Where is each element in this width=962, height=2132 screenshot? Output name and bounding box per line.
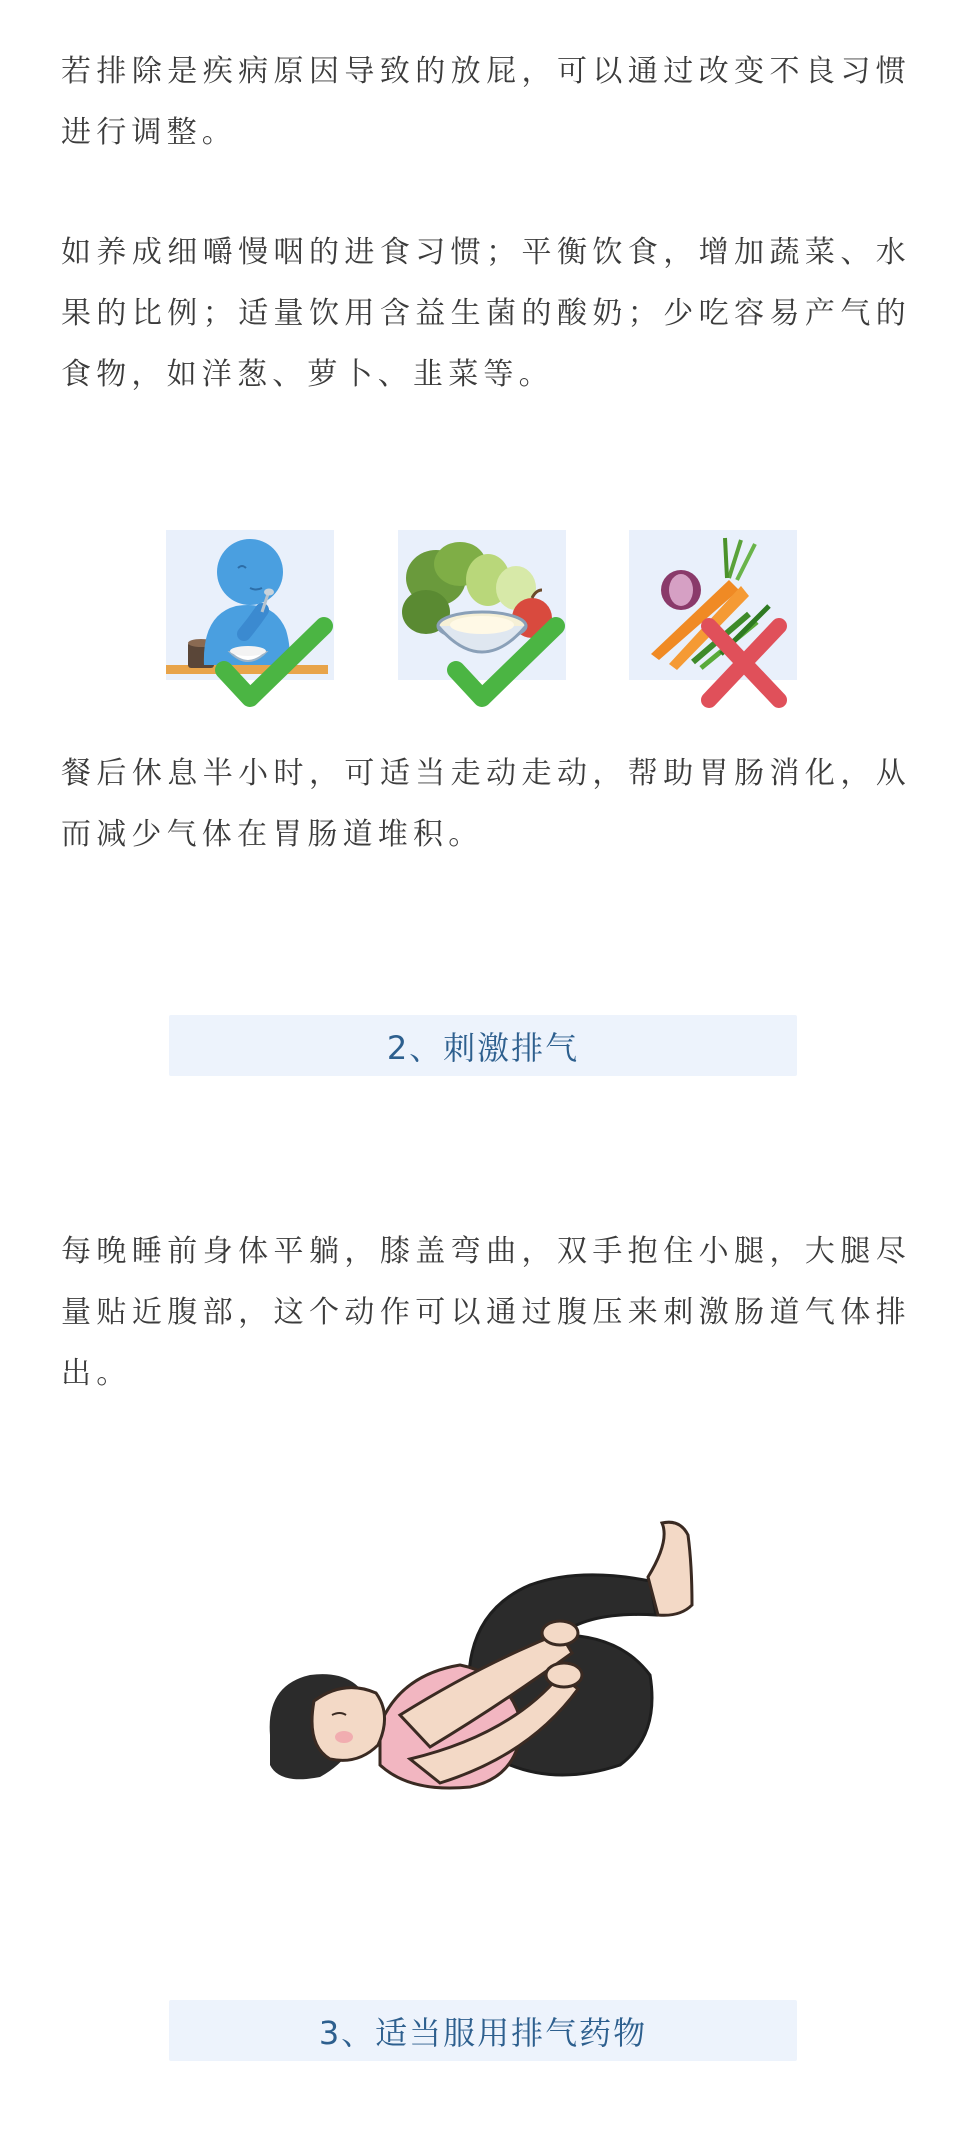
- paragraph-diet-advice: 如养成细嚼慢咽的进食习惯；平衡饮食，增加蔬菜、水果的比例；适量饮用含益生菌的酸奶；少吃容易产气的食物，如洋葱、萝卜、韭菜等。: [61, 235, 911, 392]
- woman-knee-hug-pose-icon: [260, 1515, 720, 1815]
- section-heading-stimulate-gas: 2、刺激排气: [169, 1015, 797, 1076]
- onion-carrot-leek-icon: [629, 530, 797, 710]
- person-eating-slowly-icon: [166, 530, 334, 710]
- paragraph-knee-hug-exercise: 每晚睡前身体平躺，膝盖弯曲，双手抱住小腿，大腿尽量贴近腹部，这个动作可以通过腹压来刺激肠道气体排出。: [61, 1234, 911, 1391]
- vegetables-fruit-yogurt-icon: [398, 530, 566, 710]
- paragraph-habit-adjustment: 若排除是疾病原因导致的放屁，可以通过改变不良习惯进行调整。: [61, 54, 911, 150]
- section-heading-gas-medication: 3、适当服用排气药物: [169, 2000, 797, 2061]
- paragraph-after-meal-walk: 餐后休息半小时，可适当走动走动，帮助胃肠消化，从而减少气体在胃肠道堆积。: [61, 756, 911, 852]
